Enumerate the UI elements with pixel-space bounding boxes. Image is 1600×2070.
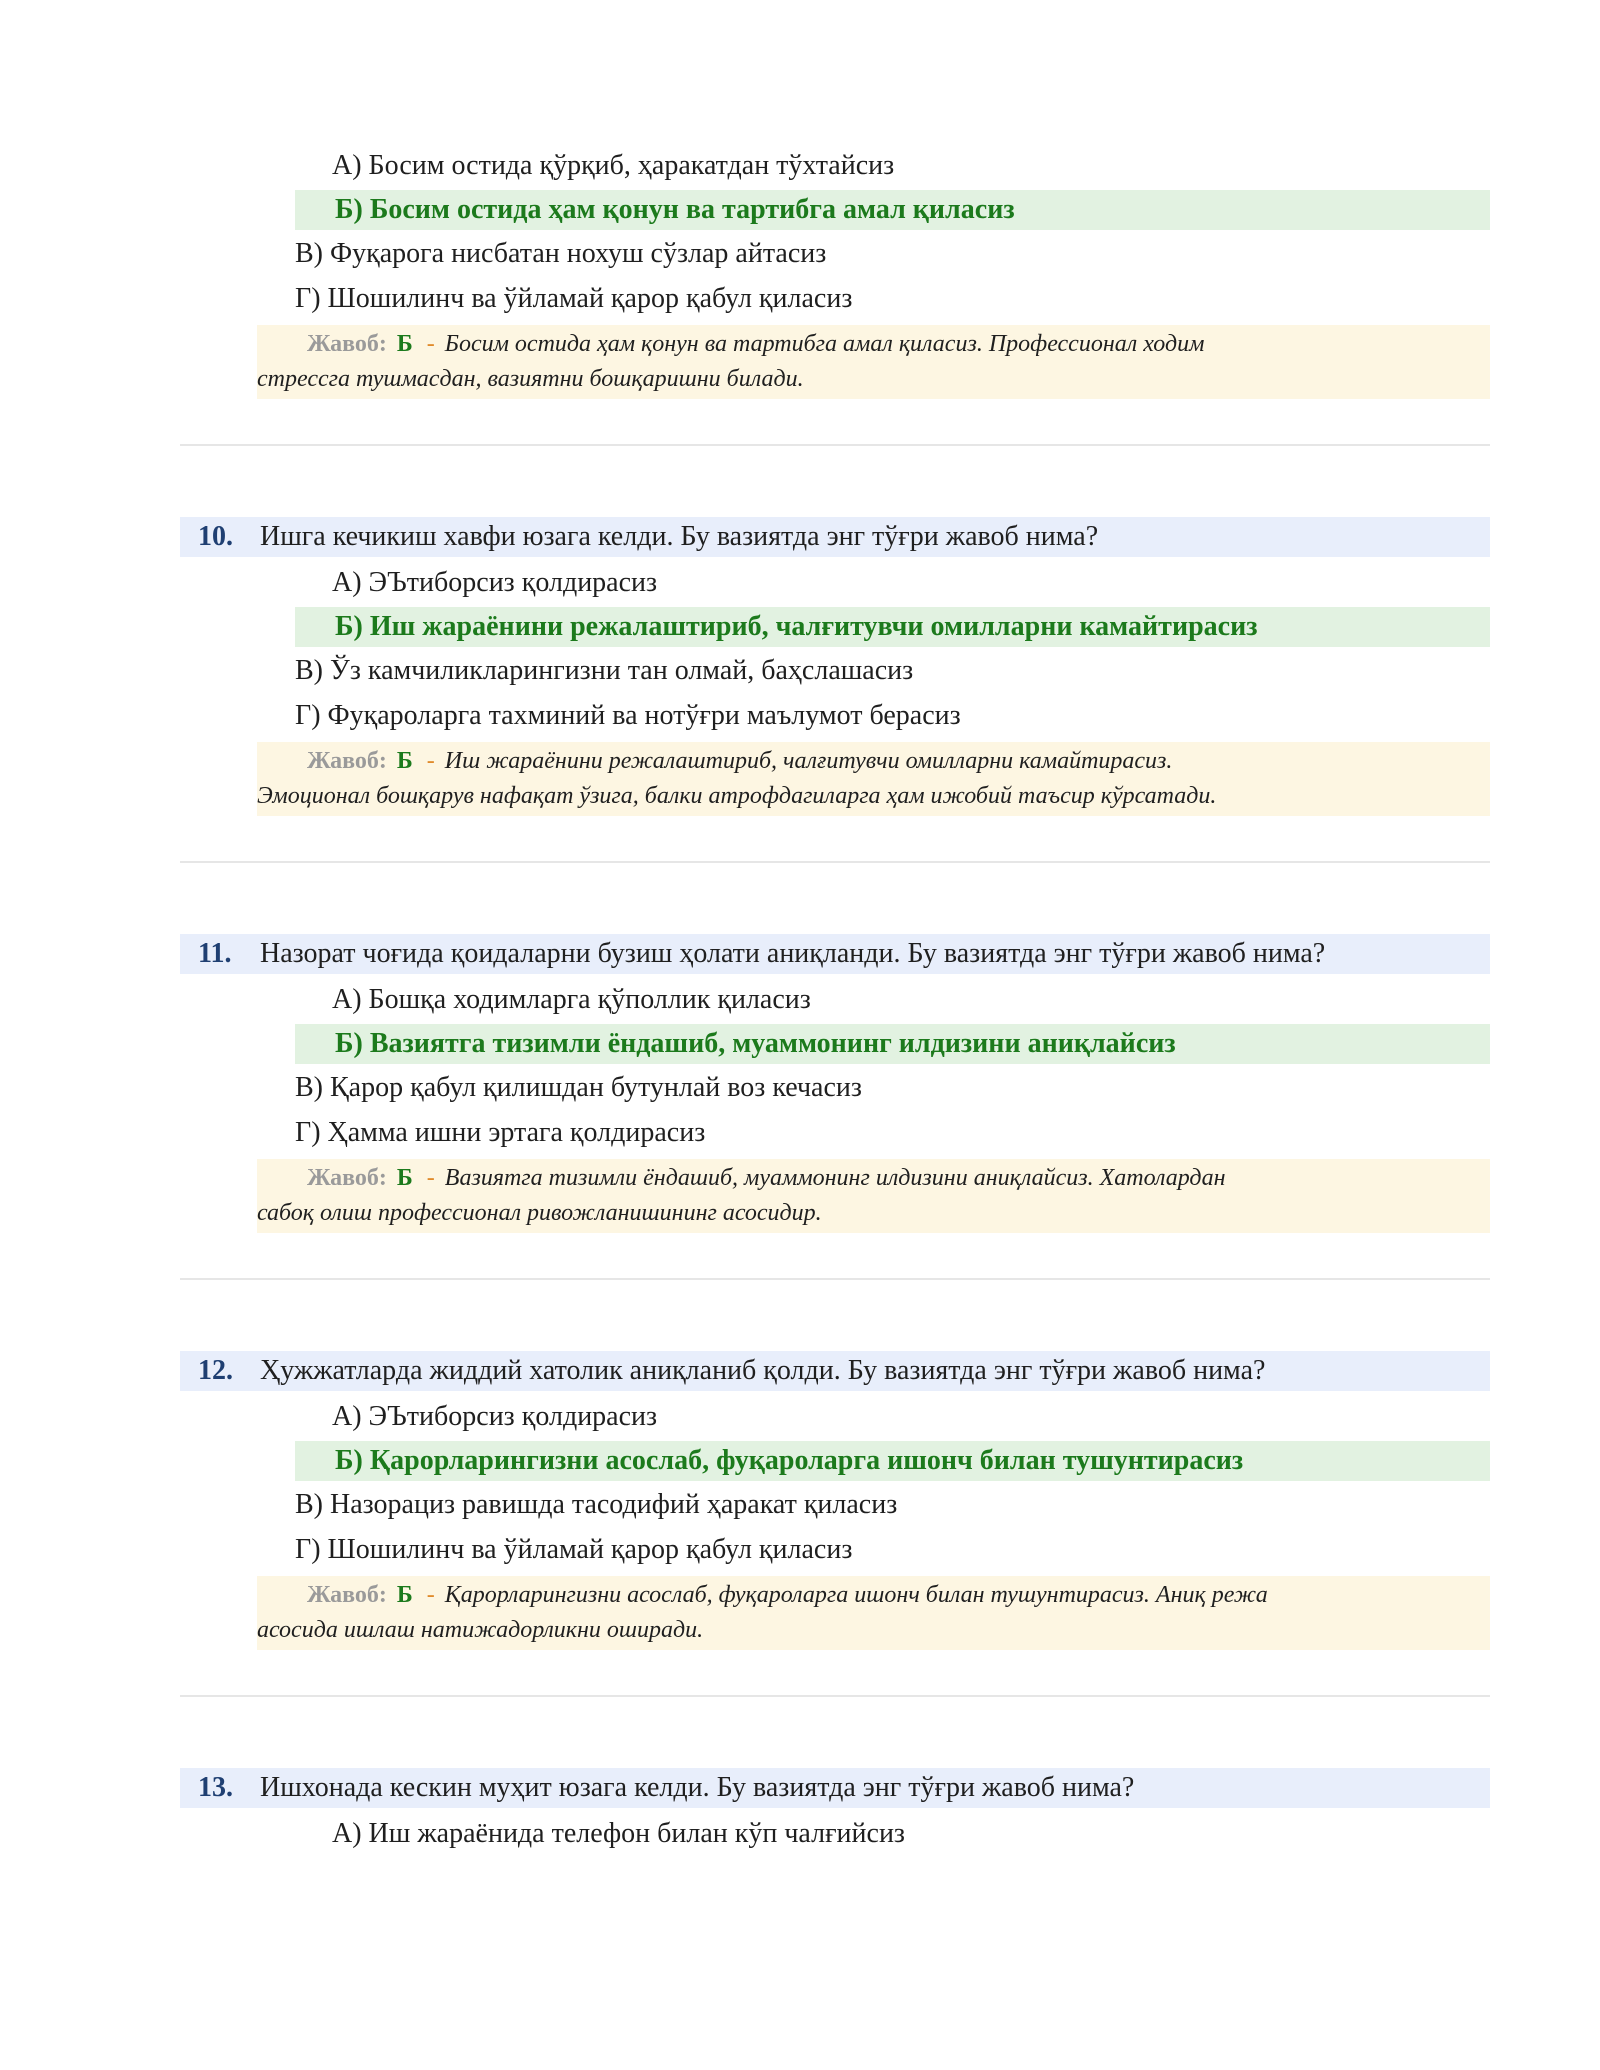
option-d: Г) Фуқароларга тахминий ва нотўғри маълумот берасиз [295,700,961,731]
divider [180,1278,1490,1280]
option-c: В) Қарор қабул қилишдан бутунлай воз кечасиз [295,1072,862,1103]
option-a: А) ЭЪтиборсиз қолдирасиз [332,1401,658,1432]
answer-dash: - [426,748,435,774]
question-number: 13. [198,1772,233,1803]
option-b-correct: Б) Иш жараёнини режалаштириб, чалғитувчи омилларни камайтирасиз [295,607,1490,647]
option-a: А) Иш жараёнида телефон билан кўп чалғийсиз [332,1818,905,1849]
question-number: 10. [198,521,233,552]
answer-explanation-line2: Эмоционал бошқарув нафақат ўзига, балки атрофдагиларга ҳам ижобий таъсир кўрсатади. [257,783,1217,809]
divider [180,861,1490,863]
answer-explanation-line1: Вазиятга тизимли ёндашиб, муаммонинг илдизини аниқлайсиз. Хатолардан [444,1165,1226,1191]
answer-label: Жавоб: [307,748,387,774]
answer-dash: - [426,1165,435,1191]
option-a: А) Босим остида қўрқиб, ҳаракатдан тўхтайсиз [332,150,895,181]
answer-explanation-line2: сабоқ олиш профессионал ривожланишининг асосидир. [257,1200,822,1226]
answer-explanation-line1: Босим остида ҳам қонун ва тартибга амал қиласиз. Профессионал ходим [444,331,1205,357]
divider [180,1695,1490,1697]
answer-dash: - [426,1582,435,1608]
answer-box [257,1576,1490,1650]
question-header [180,934,1490,974]
question-number: 12. [198,1355,233,1386]
answer-explanation-line2: асосида ишлаш натижадорликни оширади. [257,1617,704,1643]
answer-box [257,325,1490,399]
answer-explanation-line1: Қарорларингизни асослаб, фуқароларга ишонч билан тушунтирасиз. Аниқ режа [444,1582,1268,1608]
answer-box [257,742,1490,816]
option-d: Г) Шошилинч ва ўйламай қарор қабул қиласиз [295,1534,853,1565]
option-b-correct: Б) Вазиятга тизимли ёндашиб, муаммонинг илдизини аниқлайсиз [295,1024,1490,1064]
answer-label: Жавоб: [307,331,387,357]
question-number: 11. [198,938,232,969]
divider [180,444,1490,446]
answer-explanation-line1: Иш жараёнини режалаштириб, чалғитувчи омилларни камайтирасиз. [444,748,1173,774]
answer-label: Жавоб: [307,1582,387,1608]
question-header [180,517,1490,557]
answer-letter: Б [396,748,413,774]
question-header [180,1768,1490,1808]
question-text: Ишга кечикиш хавфи юзага келди. Бу вазиятда энг тўғри жавоб нима? [260,521,1099,552]
answer-letter: Б [396,331,413,357]
option-b-correct: Б) Босим остида ҳам қонун ва тартибга амал қиласиз [295,190,1490,230]
option-c: В) Назорациз равишда тасодифий ҳаракат қиласиз [295,1489,898,1520]
option-d: Г) Ҳамма ишни эртага қолдирасиз [295,1117,706,1148]
option-c: В) Фуқарога нисбатан нохуш сўзлар айтасиз [295,238,827,269]
question-text: Назорат чоғида қоидаларни бузиш ҳолати аниқланди. Бу вазиятда энг тўғри жавоб нима? [260,938,1326,969]
question-text: Ишхонада кескин муҳит юзага келди. Бу вазиятда энг тўғри жавоб нима? [260,1772,1135,1803]
answer-letter: Б [396,1165,413,1191]
option-a: А) Бошқа ходимларга қўполлик қиласиз [332,984,811,1015]
option-c: В) Ўз камчиликларингизни тан олмай, баҳслашасиз [295,655,914,686]
answer-letter: Б [396,1582,413,1608]
option-b-correct: Б) Қарорларингизни асослаб, фуқароларга ишонч билан тушунтирасиз [295,1441,1490,1481]
answer-explanation-line2: стрессга тушмасдан, вазиятни бошқаришни билади. [257,366,804,392]
option-d: Г) Шошилинч ва ўйламай қарор қабул қиласиз [295,283,853,314]
answer-label: Жавоб: [307,1165,387,1191]
question-header [180,1351,1490,1391]
answer-box [257,1159,1490,1233]
answer-dash: - [426,331,435,357]
question-text: Ҳужжатларда жиддий хатолик аниқланиб қолди. Бу вазиятда энг тўғри жавоб нима? [260,1355,1266,1386]
option-a: А) ЭЪтиборсиз қолдирасиз [332,567,658,598]
